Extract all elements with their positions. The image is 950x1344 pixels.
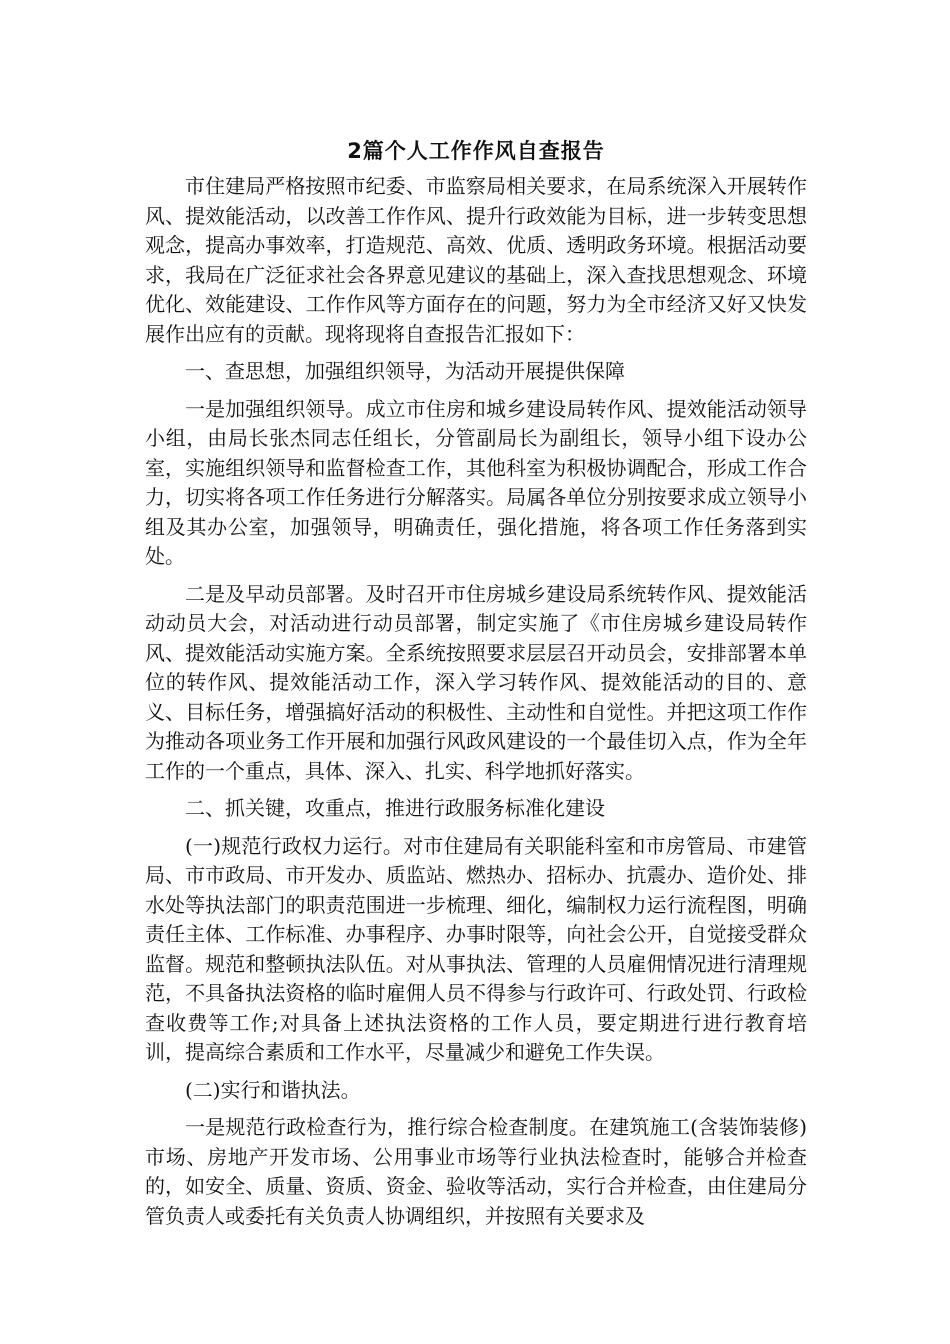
section-heading-1: 一、查思想，加强组织领导，为活动开展提供保障 [185, 359, 625, 383]
intro-paragraph: 市住建局严格按照市纪委、市监察局相关要求，在局系统深入开展转作风、提效能活动，以改善工作作风、提升行政效能为目标，进一步转变思想观念，提高办事效率，打造规范、高效、优质、透明政务环境。根据活动要求，我局在广泛征求社会各界意见建议的基础上，深入查找思想观念、环境优化、效能建设、工作作风等方面存在的问题，努力为全市经济又好又快发展作出应有的贡献。现将现将自查报告汇报如下： [145, 174, 807, 346]
document-title: 2篇个人工作作风自查报告 [347, 139, 605, 163]
body-paragraph: 二是及早动员部署。及时召开市住房城乡建设局系统转作风、提效能活动动员大会，对活动进行动员部署，制定实施了《市住房城乡建设局转作风、提效能活动实施方案。全系统按照要求层层召开动员会，安排部署本单位的转作风、提效能活动工作，深入学习转作风、提效能活动的目的、意义、目标任务，增强搞好活动的积极性、主动性和自觉性。并把这项工作作为推动各项业务工作开展和加强行风政风建设的一个最佳切入点，作为全年工作的一个重点，具体、深入、扎实、科学地抓好落实。 [145, 581, 807, 783]
body-paragraph: 一是加强组织领导。成立市住房和城乡建设局转作风、提效能活动领导小组，由局长张杰同志任组长，分管副局长为副组长，领导小组下设办公室，实施组织领导和监督检查工作，其他科室为积极协调配合，形成工作合力，切实将各项工作任务进行分解落实。局属各单位分别按要求成立领导小组及其办公室，加强领导，明确责任，强化措施，将各项工作任务落到实处。 [145, 396, 807, 568]
subsection-heading: (二)实行和谐执法。 [185, 1077, 361, 1102]
section-heading-2: 二、抓关键，攻重点，推进行政服务标准化建设 [185, 796, 605, 820]
document-body [145, 136, 807, 1239]
body-paragraph: 一是规范行政检查行为，推行综合检查制度。在建筑施工(含装饰装修)市场、房地产开发市场、公用事业市场等行业执法检查时，能够合并检查的，如安全、质量、资质、资金、验收等活动，实行合并检查，由住建局分管负责人或委托有关负责人协调组织，并按照有关要求及 [145, 1115, 807, 1228]
body-paragraph: (一)规范行政权力运行。对市住建局有关职能科室和市房管局、市建管局、市市政局、市开发办、质监站、燃热办、招标办、抗震办、造价处、排水处等执法部门的职责范围进一步梳理、细化，编制权力运行流程图，明确责任主体、工作标准、办事程序、办事时限等，向社会公开，自觉接受群众监督。规范和整顿执法队伍。对从事执法、管理的人员雇佣情况进行清理规范，不具备执法资格的临时雇佣人员不得参与行政许可、行政处罚、行政检查收费等工作;对具备上述执法资格的工作人员，要定期进行进行教育培训，提高综合素质和工作水平，尽量减少和避免工作失误。 [145, 833, 807, 1064]
